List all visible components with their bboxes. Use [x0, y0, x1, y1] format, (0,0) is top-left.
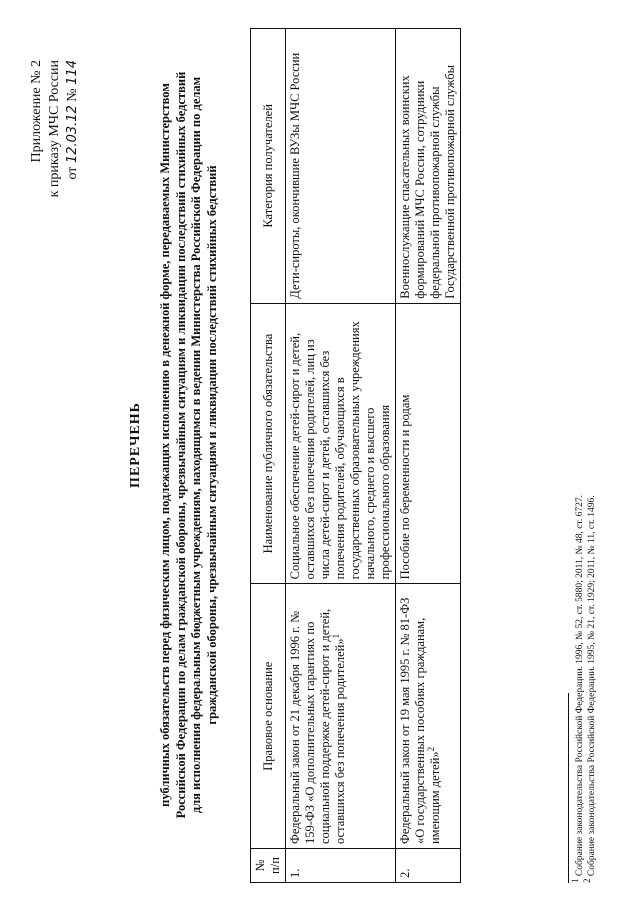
legal-basis-cell: Федеральный закон от 19 мая 1995 г. № 81-ФЗ «О государственных пособиях гражданам, имеющим детей»$^2$ [396, 584, 461, 849]
document-heading [128, 65, 220, 825]
column-header-obligation: Наименование публичного обязательства [251, 303, 286, 584]
footnote-ref: 2 [425, 746, 436, 752]
table-row [396, 29, 461, 883]
column-header-number: № п/п [251, 849, 286, 883]
row-number: 2. [396, 849, 461, 883]
recipients-cell: Дети-сироты, окончившие ВУЗы МЧС России [286, 29, 396, 304]
column-header-legal-basis: Правовое основание [251, 584, 286, 849]
table-header-row [251, 29, 286, 883]
obligation-cell: Социальное обеспечение детей-сирот и детей, оставшихся без попечения родителей, лиц из числа детей-сирот и детей, оставшихся без попечения родителей, обучающихся в государственных образовательных учреждениях начального, среднего и высшего профессионального образования [286, 303, 396, 584]
footnotes [569, 494, 598, 883]
column-header-recipients: Категория получателей [251, 29, 286, 304]
footnote-divider [568, 693, 569, 883]
appendix-title: Приложение № 2 [29, 60, 44, 163]
document-subtitle: публичных обязательств перед физическим лицом, подлежащих исполнению в денежной форме, передаваемых Министерством Российской Федерации по делам гражданской обороны, чрезвычайным ситуациям и ликвидации последствий стихийных бедствий для исполнения федеральным бюджетным учреждениям, находящимся в ведении Министерства Российской Федерации по делам гражданской обороны, чрезвычайным ситуациям и ликвидации последствий стихийных бедствий [158, 71, 219, 819]
footnote-item: $^2$ Собрание законодательства Российской Федерации. 1995, № 21, ст. 1929; 2011, № 11, ст. 1496. [581, 495, 597, 883]
handwritten-date: 12.03.12 [65, 105, 80, 164]
handwritten-number: 114 [65, 60, 80, 85]
appendix-date-line: от 12.03.12 № 114 [65, 60, 80, 180]
document-title: ПЕРЕЧЕНЬ [128, 402, 143, 488]
obligations-table [250, 28, 461, 883]
appendix-block [28, 60, 82, 197]
footnote-ref: 1 [330, 633, 341, 639]
recipients-cell: Военнослужащие спасательных воинских формирований МЧС России, сотрудники федеральной противопожарной службы Государственной противопожарной службы [396, 29, 461, 304]
row-number: 1. [286, 849, 396, 883]
table-row [286, 29, 396, 883]
appendix-order-ref: к приказу МЧС России [47, 60, 62, 198]
legal-basis-cell: Федеральный закон от 21 декабря 1996 г. № 159-ФЗ «О дополнительных гарантиях по социальной поддержке детей-сирот и детей, оставшихся без попечения родителей»$^1$ [286, 584, 396, 849]
obligation-cell: Пособие по беременности и родам [396, 303, 461, 584]
footnote-item: $^1$ Собрание законодательства Российской Федерации. 1996, № 52, ст. 5880; 2011, № 48, ст. 6727. [569, 494, 585, 883]
